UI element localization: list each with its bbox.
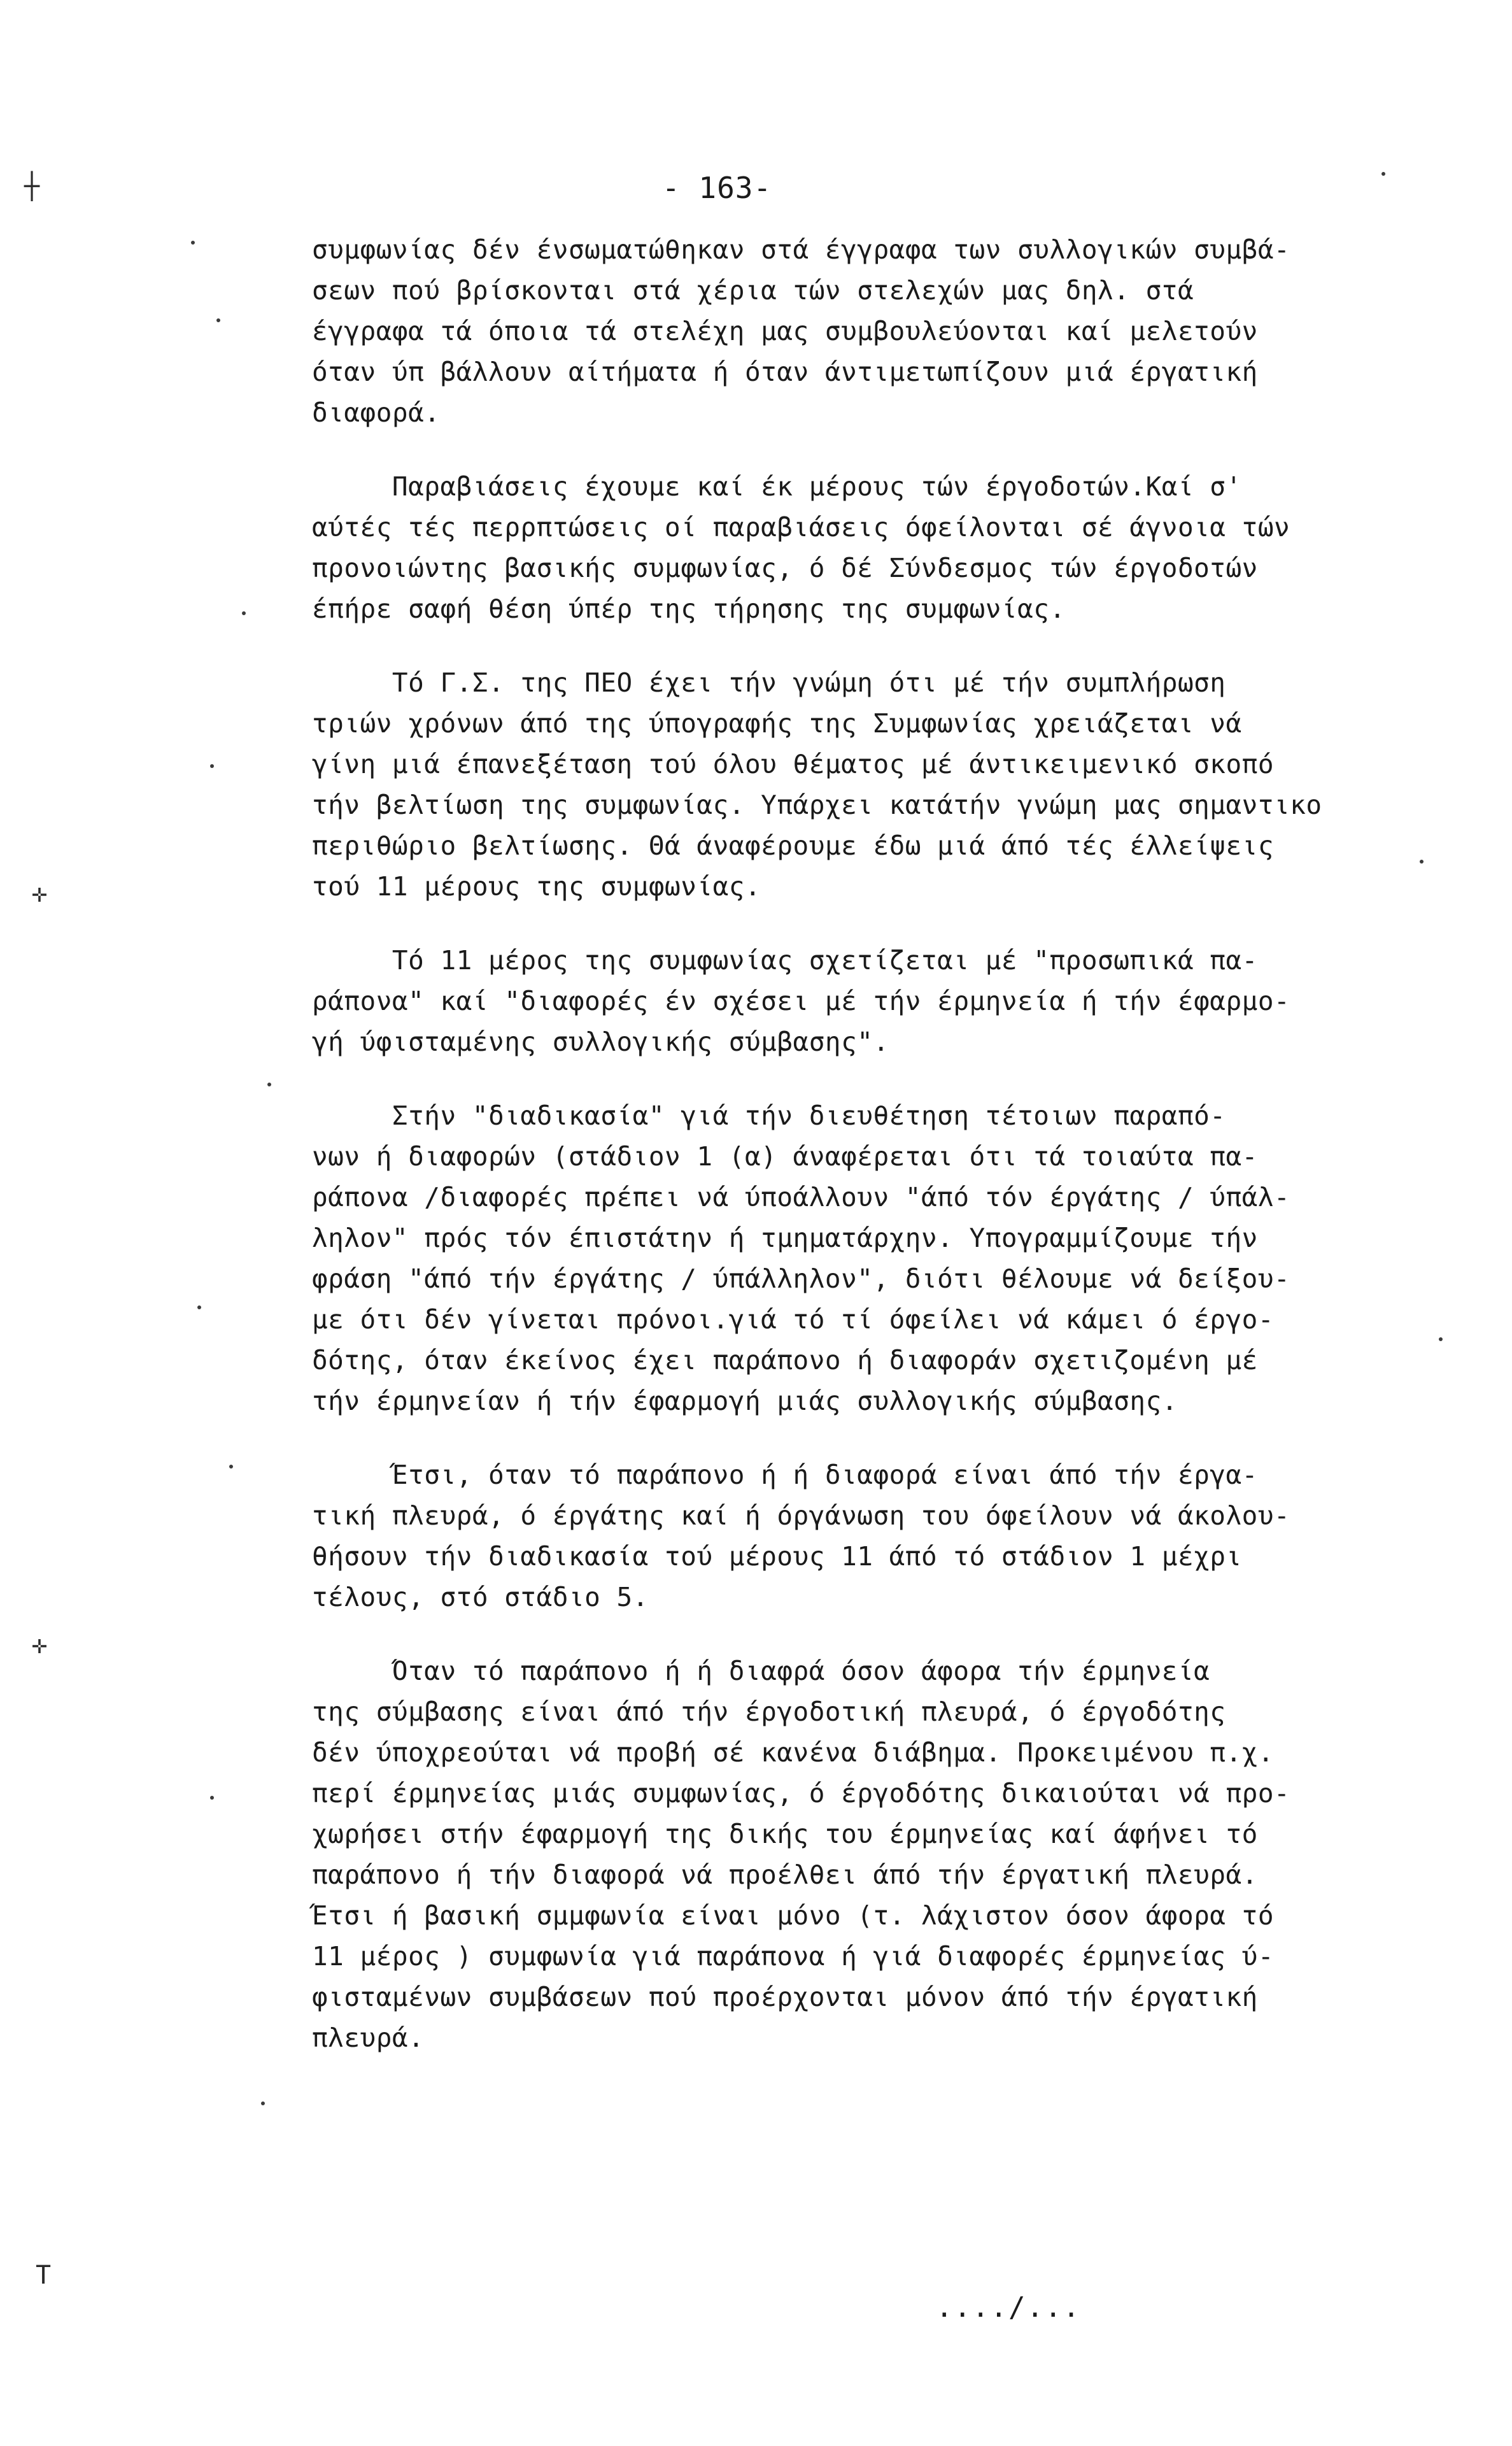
margin-cross-mark: ✛ <box>32 879 48 908</box>
text-line: Παραβιάσεις έχουμε καί έκ μέρους τών έργοδοτών.Καί σ' <box>312 471 1242 502</box>
scan-speck <box>267 1083 271 1086</box>
scan-speck <box>229 1465 233 1468</box>
body-text <box>312 229 1407 2058</box>
scan-speck <box>1439 1337 1443 1341</box>
text-line: γή ύφισταμένης συλλογικής σύμβασης". <box>312 1027 889 1057</box>
text-line: όταν ύπ βάλλουν αίτήματα ή όταν άντιμετωπίζουν μιά έργατική <box>312 357 1258 387</box>
text-line: με ότι δέν γίνεται πρόνοι.γιά τό τί όφείλει νά κάμει ό έργο- <box>312 1304 1275 1335</box>
text-line: αύτές τές περρπτώσεις οί παραβιάσεις όφείλονται σέ άγνοια τών <box>312 512 1290 543</box>
text-line: δέν ύποχρεούται νά προβή σέ κανένα διάβημα. Προκειμένου π.χ. <box>312 1737 1275 1768</box>
paragraph-gap <box>312 433 1407 466</box>
paragraph-gap <box>312 907 1407 940</box>
scan-speck <box>210 764 214 768</box>
paragraph <box>312 662 1407 907</box>
scan-speck <box>210 1796 214 1800</box>
text-line: πλευρά. <box>312 2023 425 2053</box>
scan-speck <box>216 318 220 322</box>
text-line: θήσουν τήν διαδικασία τού μέρους 11 άπό τό στάδιον 1 μέχρι <box>312 1541 1242 1572</box>
paragraph <box>312 1095 1407 1421</box>
paragraph-gap <box>312 1421 1407 1454</box>
text-line: συμφωνίας δέν ένσωματώθηκαν στά έγγραφα των συλλογικών συμβά- <box>312 234 1290 265</box>
text-line: γίνη μιά έπανεξέταση τού όλου θέματος μέ άντικειμενικό σκοπό <box>312 749 1275 779</box>
scan-speck <box>191 241 195 245</box>
scan-speck <box>1381 172 1385 176</box>
margin-tee-mark: T <box>36 2261 52 2290</box>
text-line: Όταν τό παράπονο ή ή διαφρά όσον άφορα τήν έρμηνεία <box>312 1656 1210 1686</box>
text-line: τέλους, στό στάδιο 5. <box>312 1582 649 1612</box>
paragraph <box>312 1651 1407 2058</box>
text-line: διαφορά. <box>312 397 441 428</box>
text-line: τριών χρόνων άπό της ύπογραφής της Συμφωνίας χρειάζεται νά <box>312 708 1242 739</box>
paragraph <box>312 940 1407 1062</box>
text-line: παράπονο ή τήν διαφορά νά προέλθει άπό τήν έργατική πλευρά. <box>312 1859 1258 1890</box>
text-line: δότης, όταν έκείνος έχει παράπονο ή διαφοράν σχετιζομένη μέ <box>312 1345 1258 1376</box>
scan-speck <box>1420 860 1424 864</box>
text-line: έπήρε σαφή θέση ύπέρ της τήρησης της συμφωνίας. <box>312 594 1066 624</box>
text-line: έγγραφα τά όποια τά στελέχη μας συμβουλεύονται καί μελετούν <box>312 316 1258 346</box>
text-line: περιθώριο βελτίωσης. Θά άναφέρουμε έδω μιά άπό τές έλλείψεις <box>312 830 1275 861</box>
margin-cross-mark: ┼ <box>24 172 40 201</box>
text-line: Τό Γ.Σ. της ΠΕΟ έχει τήν γνώμη ότι μέ τήν συμπλήρωση <box>312 667 1226 698</box>
text-line: τήν έρμηνείαν ή τήν έφαρμογή μιάς συλλογικής σύμβασης. <box>312 1386 1178 1416</box>
text-line: φισταμένων συμβάσεων πού προέρχονται μόνον άπό τήν έργατική <box>312 1982 1258 2012</box>
text-line: Έτσι, όταν τό παράπονο ή ή διαφορά είναι άπό τήν έργα- <box>312 1460 1258 1490</box>
text-line: νων ή διαφορών (στάδιον 1 (α) άναφέρεται ότι τά τοιαύτα πα- <box>312 1141 1258 1172</box>
text-line: τήν βελτίωση της συμφωνίας. Υπάρχει κατάτήν γνώμη μας σημαντικο <box>312 790 1322 820</box>
paragraph-gap <box>312 1062 1407 1095</box>
text-line: περί έρμηνείας μιάς συμφωνίας, ό έργοδότης δικαιούται νά προ- <box>312 1778 1290 1809</box>
paragraph-gap <box>312 1618 1407 1651</box>
scan-speck <box>242 611 246 615</box>
text-line: Στήν "διαδικασία" γιά τήν διευθέτηση τέτοιων παραπό- <box>312 1100 1226 1131</box>
text-line: Τό 11 μέρος της συμφωνίας σχετίζεται μέ "προσωπικά πα- <box>312 945 1258 976</box>
text-line: Έτσι ή βασική σμμφωνία είναι μόνο (τ. λάχιστον όσον άφορα τό <box>312 1900 1275 1931</box>
text-line: χωρήσει στήν έφαρμογή της δικής του έρμηνείας καί άφήνει τό <box>312 1819 1258 1849</box>
scan-speck <box>261 2101 265 2105</box>
page-number: - 163- <box>662 171 772 205</box>
continuation-mark: ..../... <box>936 2291 1081 2324</box>
paragraph-gap <box>312 629 1407 662</box>
text-line: της σύμβασης είναι άπό τήν έργοδοτική πλευρά, ό έργοδότης <box>312 1696 1226 1727</box>
scan-speck <box>197 1305 201 1309</box>
paragraph <box>312 229 1407 433</box>
text-line: τού 11 μέρους της συμφωνίας. <box>312 871 761 902</box>
text-line: σεων πού βρίσκονται στά χέρια τών στελεχών μας δηλ. στά <box>312 275 1194 306</box>
text-line: ράπονα /διαφορές πρέπει νά ύποάλλουν "άπό τόν έργάτης / ύπάλ- <box>312 1182 1290 1212</box>
text-line: 11 μέρος ) συμφωνία γιά παράπονα ή γιά διαφορές έρμηνείας ύ- <box>312 1941 1275 1972</box>
text-line: προνοιώντης βασικής συμφωνίας, ό δέ Σύνδεσμος τών έργοδοτών <box>312 553 1258 583</box>
text-line: τική πλευρά, ό έργάτης καί ή όργάνωση του όφείλουν νά άκολου- <box>312 1500 1290 1531</box>
text-line: φράση "άπό τήν έργάτης / ύπάλληλον", διότι θέλουμε νά δείξου- <box>312 1263 1290 1294</box>
margin-cross-mark: ✛ <box>32 1630 48 1660</box>
text-line: ληλον" πρός τόν έπιστάτην ή τμηματάρχην. Υπογραμμίζουμε τήν <box>312 1223 1258 1253</box>
paragraph <box>312 1454 1407 1618</box>
text-line: ράπονα" καί "διαφορές έν σχέσει μέ τήν έρμηνεία ή τήν έφαρμο- <box>312 986 1290 1016</box>
paragraph <box>312 466 1407 629</box>
